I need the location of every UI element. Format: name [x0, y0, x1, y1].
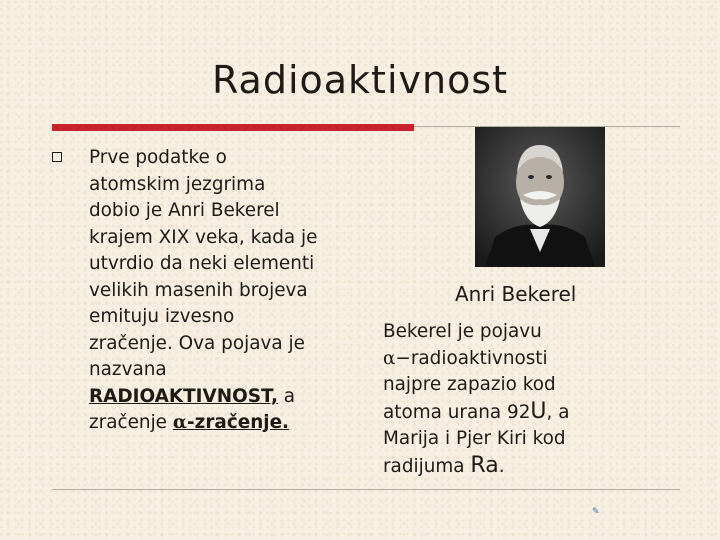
- paragraph-line: najpre zapazio kod: [383, 374, 556, 395]
- slide-title: Radioaktivnost: [211, 58, 509, 102]
- alpha-rest: −radioaktivnosti: [395, 347, 548, 369]
- paragraph-line: utvrdio da neki elementi: [89, 253, 315, 274]
- title-accent-bar: [52, 124, 414, 131]
- paragraph-line: Marija i Pjer Kiri kod: [383, 428, 566, 449]
- paragraph-line: Prve podatke o: [89, 147, 227, 168]
- paragraph-line: [383, 453, 683, 481]
- radioaktivnost-term: RADIOAKTIVNOST,: [89, 385, 278, 407]
- paragraph-line: emituju izvesno: [89, 306, 235, 327]
- paragraph-line: Bekerel je pojavu: [383, 321, 542, 342]
- paragraph-line: krajem XIX veka, kada je: [89, 226, 318, 248]
- paragraph-line: nazvana: [89, 359, 167, 380]
- footer-divider-line: [52, 489, 680, 490]
- paragraph-line: [89, 410, 369, 437]
- hollow-square-bullet-icon: [52, 152, 62, 162]
- left-paragraph: [89, 145, 369, 437]
- portrait-caption: Anri Bekerel: [455, 282, 577, 306]
- paragraph-line: [383, 399, 683, 427]
- radium-prefix: radijuma: [383, 455, 471, 477]
- radium-suffix: .: [498, 455, 505, 477]
- alpha-suffix: -zračenje.: [187, 412, 290, 433]
- portrait-icon: [475, 127, 605, 267]
- uranium-symbol: U: [530, 398, 547, 424]
- paragraph-line: zračenje. Ova pojava je: [89, 332, 305, 354]
- radium-symbol: Ra: [470, 452, 499, 478]
- paragraph-line: [89, 384, 369, 411]
- right-paragraph: [383, 319, 683, 480]
- last-line-prefix: zračenje: [89, 412, 173, 433]
- uranium-prefix: atoma urana 92: [383, 401, 531, 423]
- paragraph-line: velikih masenih brojeva: [89, 279, 308, 301]
- alpha-symbol: α: [383, 347, 396, 369]
- paragraph-line: dobio je Anri Bekerel: [89, 200, 280, 221]
- paragraph-line: atomskim jezgrima: [89, 173, 266, 195]
- portrait-photo: [475, 127, 605, 267]
- alpha-radiation-term: [173, 412, 289, 433]
- uranium-suffix: , a: [546, 401, 570, 423]
- after-highlight-text: a: [277, 385, 296, 407]
- paragraph-line: [383, 346, 683, 373]
- alpha-symbol: α: [172, 412, 187, 433]
- slide-corner-mark-icon: ✎: [592, 507, 600, 517]
